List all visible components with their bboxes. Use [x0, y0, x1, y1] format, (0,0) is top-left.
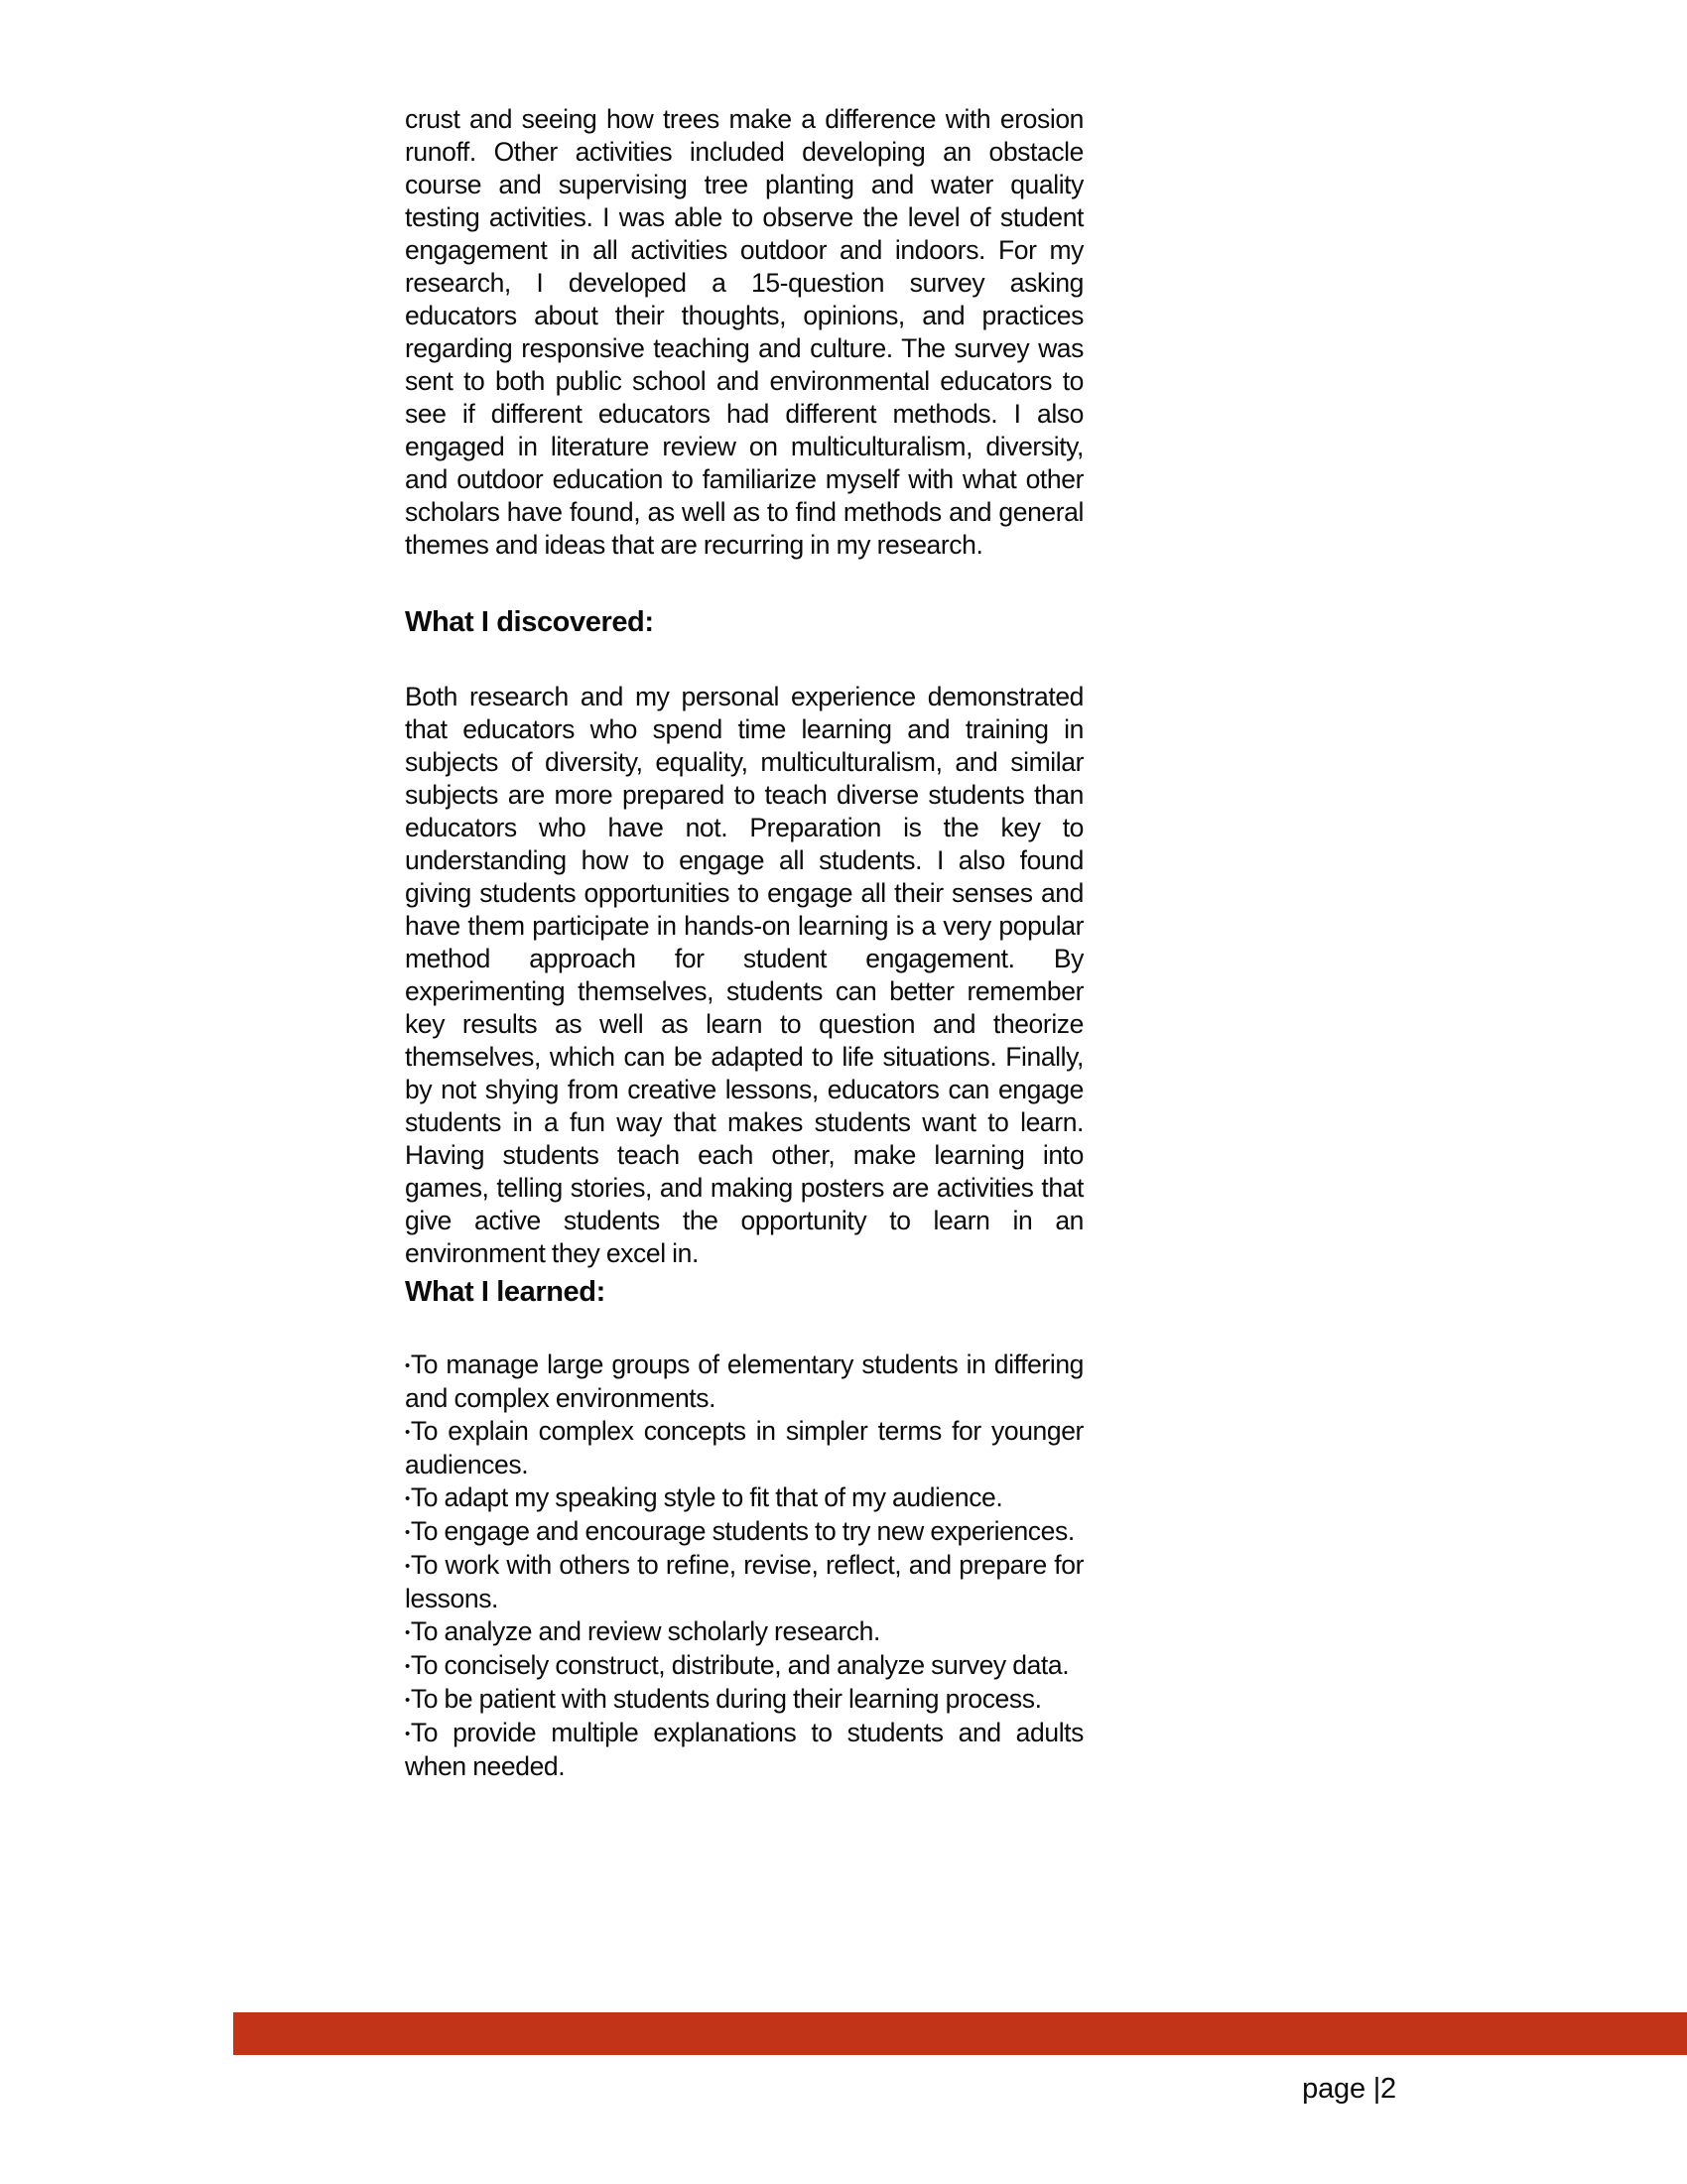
list-item [405, 1683, 1084, 1717]
list-item-text: To provide multiple explanations to students and adults when needed. [405, 1718, 1084, 1781]
bullet-icon: • [405, 1424, 410, 1441]
bullet-icon: • [405, 1692, 410, 1709]
learned-list [405, 1349, 1084, 1783]
list-item [405, 1717, 1084, 1783]
list-item [405, 1481, 1084, 1515]
page-number: page |2 [1302, 2073, 1396, 2105]
discovered-paragraph: Both research and my personal experience demonstrated that educators who spend time learning and training in subjects of diversity, equality, multiculturalism, and similar subjects are more prepared to teach diverse students than educators who have not. Preparation is the key to understanding how to engage all students. I also found giving students opportunities to engage all their senses and have them participate in hands-on learning is a very popular method approach for student engagement. By experimenting themselves, students can better remember key results as well as learn to question and theorize themselves, which can be adapted to life situations. Finally, by not shying from creative lessons, educators can engage students in a fun way that makes students want to learn. Having students teach each other, make learning into games, telling stories, and making posters are activities that give active students the opportunity to learn in an environment they excel in. [405, 682, 1084, 1268]
list-item-text: To be patient with students during their learning process. [410, 1684, 1042, 1714]
list-item [405, 1615, 1084, 1649]
intro-paragraph: crust and seeing how trees make a difference with erosion runoff. Other activities included developing an obstacle course and supervising tree planting and water quality testing activities. I was able to observe the level of student engagement in all activities outdoor and indoors. For my research, I developed a 15-question survey asking educators about their thoughts, opinions, and practices regarding responsive teaching and culture. The survey was sent to both public school and environmental educators to see if different educators had different methods. I also engaged in literature review on multiculturalism, diversity, and outdoor education to familiarize myself with what other scholars have found, as well as to find methods and general themes and ideas that are recurring in my research. [405, 104, 1084, 560]
bullet-icon: • [405, 1726, 410, 1742]
discovered-heading: What I discovered: [405, 606, 654, 638]
list-item-text: To engage and encourage students to try new experiences. [410, 1516, 1075, 1546]
learned-heading: What I learned: [405, 1276, 605, 1308]
bullet-icon: • [405, 1658, 410, 1675]
bullet-icon: • [405, 1558, 410, 1575]
footer-accent-bar [233, 2012, 1687, 2055]
list-item [405, 1549, 1084, 1615]
list-item [405, 1649, 1084, 1683]
list-item-text: To analyze and review scholarly research. [410, 1616, 880, 1646]
list-item-text: To explain complex concepts in simpler terms for younger audiences. [405, 1416, 1084, 1479]
list-item [405, 1515, 1084, 1549]
bullet-icon: • [405, 1624, 410, 1641]
bullet-icon: • [405, 1524, 410, 1541]
bullet-icon: • [405, 1357, 410, 1374]
list-item-text: To concisely construct, distribute, and analyze survey data. [410, 1650, 1070, 1680]
list-item [405, 1415, 1084, 1481]
list-item-text: To adapt my speaking style to fit that of my audience. [410, 1482, 1003, 1512]
bullet-icon: • [405, 1490, 410, 1507]
list-item-text: To work with others to refine, revise, reflect, and prepare for lessons. [405, 1550, 1084, 1613]
list-item-text: To manage large groups of elementary students in differing and complex environments. [405, 1349, 1084, 1413]
list-item [405, 1349, 1084, 1415]
